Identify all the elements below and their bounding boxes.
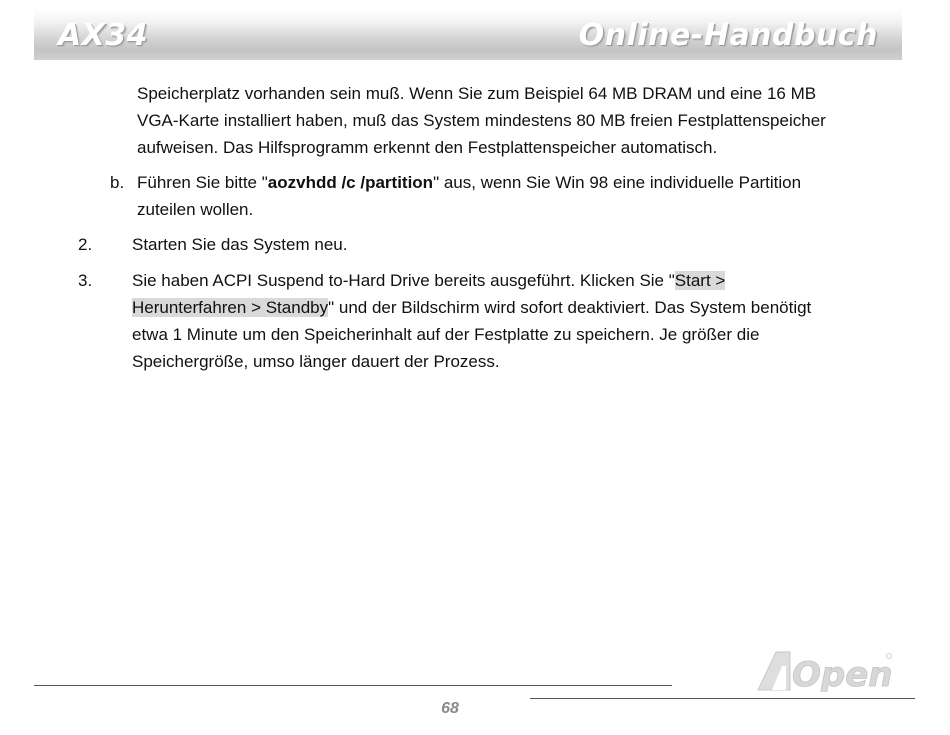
list-item-2-text: Starten Sie das System neu. xyxy=(132,235,348,254)
continuation-line-1: Speicherplatz vorhanden sein muß. Wenn Sie zum Beispiel 64 MB DRAM und eine 16 MB xyxy=(137,84,817,103)
manual-model-title: AX34 xyxy=(58,18,149,53)
menu-path-highlight-2: Herunterfahren > Standby xyxy=(132,298,329,317)
svg-text:Open: Open xyxy=(792,655,893,692)
item-3-prefix: Sie haben ACPI Suspend to-Hard Drive bereits ausgeführt. Klicken Sie " xyxy=(132,271,675,290)
footer-rule-right xyxy=(530,698,915,699)
menu-path-highlight-1: Start > xyxy=(674,271,726,290)
aopen-logo xyxy=(756,650,894,692)
list-item-3-line-3: etwa 1 Minute um den Speicherinhalt auf der Festplatte zu speichern. Je größer die xyxy=(132,325,760,344)
list-item-b-line-2: zuteilen wollen. xyxy=(137,200,254,219)
list-item-3-line-4: Speichergröße, umso länger dauert der Prozess. xyxy=(132,352,500,371)
footer-rule-left xyxy=(34,685,672,686)
list-item-b-line-1 xyxy=(137,169,801,196)
list-marker-b: b. xyxy=(110,173,125,192)
list-item-3-line-2 xyxy=(132,294,811,321)
item-b-suffix: " aus, wenn Sie Win 98 eine individuelle Partition xyxy=(433,173,802,192)
page-number: 68 xyxy=(441,700,459,717)
continuation-line-3: aufweisen. Das Hilfsprogramm erkennt den Festplattenspeicher automatisch. xyxy=(137,138,718,157)
list-marker-3: 3. xyxy=(78,271,93,290)
manual-section-title: Online-Handbuch xyxy=(578,18,878,53)
continuation-line-2: VGA-Karte installiert haben, muß das System mindestens 80 MB freien Festplattenspeicher xyxy=(137,111,826,130)
item-b-prefix: Führen Sie bitte " xyxy=(137,173,268,192)
item-3-line-2-suffix: " und der Bildschirm wird sofort deaktiviert. Das System benötigt xyxy=(328,298,812,317)
list-item-3-line-1 xyxy=(132,267,725,294)
list-marker-2: 2. xyxy=(78,235,93,254)
command-text: aozvhdd /c /partition xyxy=(267,173,434,192)
